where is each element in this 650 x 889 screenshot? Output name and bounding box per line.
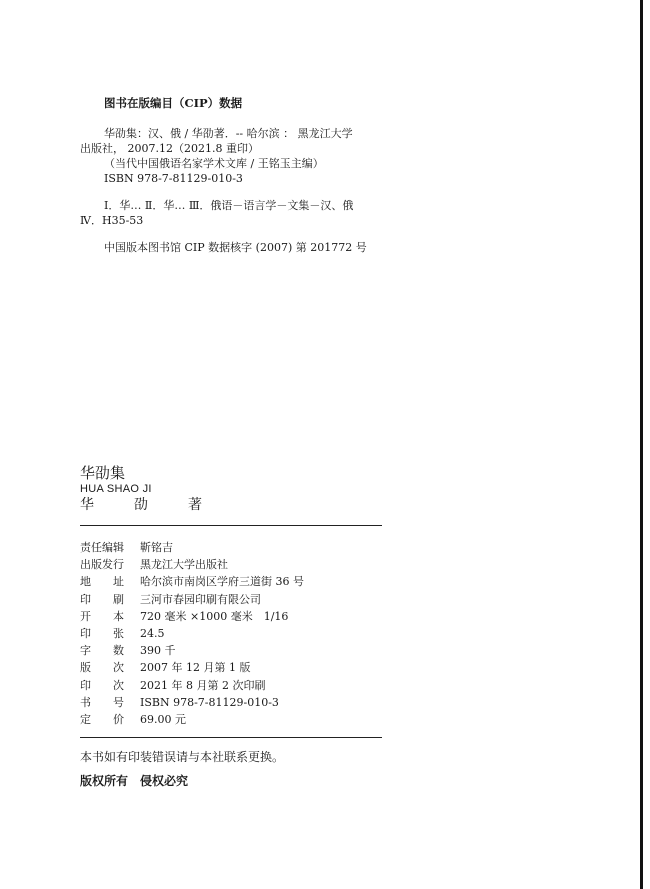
colophon-row [80, 677, 304, 694]
colophon-label: 印 刷 [80, 592, 124, 606]
colophon-row [80, 539, 304, 556]
cip-class-line-2: Ⅳ．H35-53 [80, 214, 144, 227]
colophon-value: 2007 年 12 月第 1 版 [140, 661, 251, 675]
colophon-label: 地 址 [80, 575, 124, 589]
colophon-value: 靳铭吉 [140, 541, 173, 554]
colophon-value: 三河市春园印刷有限公司 [140, 592, 261, 606]
cip-heading: 图书在版编目（CIP）数据 [104, 96, 243, 110]
colophon-label: 出版发行 [80, 558, 124, 572]
cip-isbn: ISBN 978-7-81129-010-3 [104, 172, 243, 185]
colophon-label: 印 次 [80, 678, 124, 692]
colophon-row [80, 591, 304, 608]
book-title: 华劭集 [80, 464, 126, 482]
colophon-row [80, 573, 304, 590]
colophon-row [80, 556, 304, 573]
colophon-label: 责任编辑 [80, 541, 124, 554]
book-title-block [80, 464, 215, 514]
colophon-row [80, 711, 304, 728]
rights-statement: 版权所有 侵权必究 [80, 774, 189, 788]
colophon-label: 开 本 [80, 609, 124, 623]
colophon-label: 书 号 [80, 695, 124, 709]
top-divider [80, 525, 382, 526]
colophon-label: 定 价 [80, 712, 124, 726]
cip-class-line-1: Ⅰ．华… Ⅱ．华… Ⅲ．俄语－语言学－文集－汉、俄 [104, 199, 354, 212]
colophon-value: 黑龙江大学出版社 [140, 558, 228, 572]
colophon-value: ISBN 978-7-81129-010-3 [140, 695, 279, 709]
colophon-value: 24.5 [140, 626, 165, 640]
colophon-row [80, 642, 304, 659]
book-pinyin: HUA SHAO JI [80, 483, 152, 495]
colophon-value: 720 毫米 ×1000 毫米 1/16 [140, 609, 289, 623]
replacement-notice: 本书如有印装错误请与本社联系更换。 [80, 750, 285, 764]
bottom-divider [80, 737, 382, 738]
page-edge-line [640, 0, 643, 889]
colophon-label: 印 张 [80, 626, 124, 640]
colophon-row [80, 659, 304, 676]
colophon-value: 390 千 [140, 644, 176, 658]
colophon-label: 字 数 [80, 644, 124, 658]
colophon-row [80, 608, 304, 625]
cip-line-2: 出版社， 2007.12（2021.8 重印） [80, 142, 259, 155]
colophon-table [80, 539, 304, 728]
cip-record: 中国版本图书馆 CIP 数据核字 (2007) 第 201772 号 [104, 241, 367, 254]
colophon-value: 69.00 元 [140, 712, 186, 726]
book-author: 华 劭 著 [80, 497, 215, 513]
footer-block [80, 748, 285, 788]
colophon-value: 哈尔滨市南岗区学府三道街 36 号 [140, 575, 304, 589]
colophon-value: 2021 年 8 月第 2 次印刷 [140, 678, 266, 692]
colophon-row [80, 625, 304, 642]
colophon-label: 版 次 [80, 661, 124, 675]
cip-line-1: 华劭集：汉、俄 / 华劭著．-- 哈尔滨 ： 黑龙江大学 [104, 127, 353, 140]
cip-line-3: （当代中国俄语名家学术文库 / 王铭玉主编） [104, 157, 324, 170]
colophon-row [80, 694, 304, 711]
